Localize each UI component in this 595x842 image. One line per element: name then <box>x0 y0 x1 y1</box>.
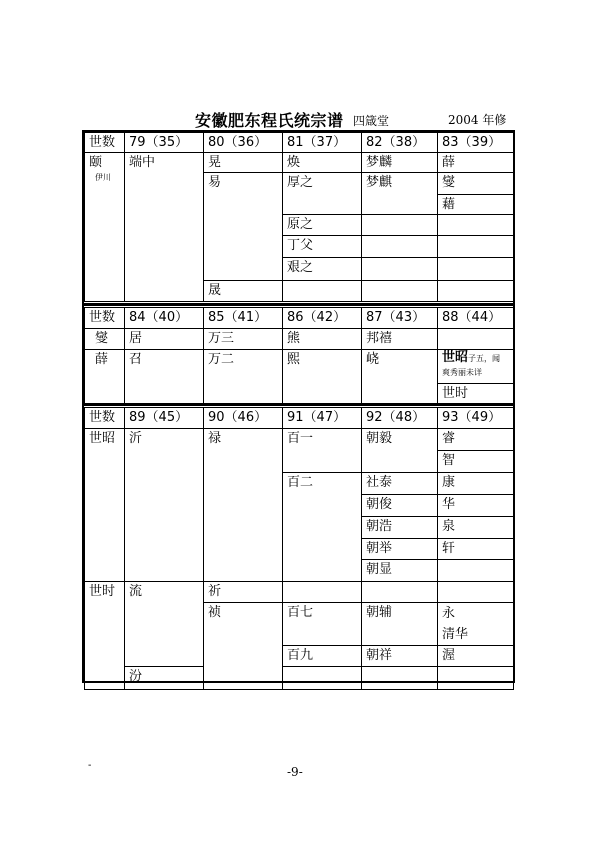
name-cell: 焕 <box>283 153 362 173</box>
name-cell <box>362 215 438 236</box>
header-cell: 93（49） <box>438 408 514 429</box>
name-cell: 朝显 <box>362 560 438 582</box>
name-cell: 轩 <box>438 539 514 560</box>
note-text: 爽秀丽未详 <box>442 368 482 377</box>
header-cell: 87（43） <box>362 308 438 329</box>
generation-table-2 <box>84 307 514 404</box>
header-cell: 88（44） <box>438 308 514 329</box>
name-cell: 薛 <box>438 153 514 173</box>
name-cell: 朝辅 <box>362 603 438 646</box>
name-cell: 祈 <box>204 582 283 603</box>
genealogy-frame <box>82 130 515 683</box>
name-cell <box>362 281 438 302</box>
name-cell <box>438 215 514 236</box>
header-cell: 世数 <box>85 408 125 429</box>
note-text: 子五，闻 <box>468 354 501 363</box>
name-cell: 朝毅 <box>362 429 438 473</box>
name-cell <box>438 560 514 582</box>
name-text: 永 <box>442 606 456 621</box>
name-cell <box>362 667 438 690</box>
name-text: 清华 <box>442 627 469 642</box>
header-cell: 84（40） <box>125 308 204 329</box>
footer-mark: - <box>88 760 92 771</box>
name-cell: 峣 <box>362 350 438 404</box>
header-cell: 90（46） <box>204 408 283 429</box>
table-header-row <box>85 308 514 329</box>
name-cell: 流 <box>125 582 204 667</box>
table-row <box>85 329 514 350</box>
name-cell: 社泰 <box>362 473 438 495</box>
name-cell: 朝浩 <box>362 517 438 539</box>
name-cell: 万二 <box>204 350 283 404</box>
name-cell: 世昭 <box>85 429 125 582</box>
header-cell: 世数 <box>85 308 125 329</box>
name-cell <box>438 236 514 258</box>
name-cell: 厚之 <box>283 173 362 215</box>
name-cell: 原之 <box>283 215 362 236</box>
name-cell: 梦麟 <box>362 153 438 173</box>
name-cell: 颐 <box>89 155 103 170</box>
name-text: 世昭 <box>442 350 469 365</box>
header-cell: 92（48） <box>362 408 438 429</box>
header-cell: 82（38） <box>362 133 438 153</box>
name-cell: 易 <box>204 173 283 281</box>
name-cell: 百九 <box>283 646 362 667</box>
page-header <box>0 106 595 130</box>
name-cell: 梦麒 <box>362 173 438 215</box>
table-header-row <box>85 408 514 429</box>
table-row <box>85 429 514 451</box>
name-cell <box>362 258 438 281</box>
table-row <box>85 153 514 173</box>
name-cell: 百一 <box>283 429 362 473</box>
header-cell: 世数 <box>85 133 125 153</box>
name-cell: 丁父 <box>283 236 362 258</box>
header-cell: 79（35） <box>125 133 204 153</box>
header-cell: 86（42） <box>283 308 362 329</box>
name-cell: 朝举 <box>362 539 438 560</box>
ancestor-cell <box>85 153 125 302</box>
table-row <box>85 350 514 384</box>
name-cell <box>362 582 438 603</box>
generation-table-3 <box>84 407 514 690</box>
name-cell: 朝祥 <box>362 646 438 667</box>
name-cell: 华 <box>438 495 514 517</box>
name-cell <box>283 281 362 302</box>
name-cell: 燮 <box>438 173 514 195</box>
name-cell: 泉 <box>438 517 514 539</box>
name-cell: 艰之 <box>283 258 362 281</box>
header-cell: 80（36） <box>204 133 283 153</box>
table-row <box>85 667 514 690</box>
table-row <box>85 582 514 603</box>
name-cell: 薛 <box>85 350 125 404</box>
name-cell: 晟 <box>204 281 283 302</box>
header-cell: 85（41） <box>204 308 283 329</box>
name-cell: 沂 <box>125 429 204 582</box>
name-cell: 熊 <box>283 329 362 350</box>
name-cell: 智 <box>438 451 514 473</box>
name-cell <box>362 236 438 258</box>
name-cell: 端中 <box>125 153 204 302</box>
name-cell: 百七 <box>283 603 362 646</box>
name-cell: 百二 <box>283 473 362 582</box>
name-cell: 万三 <box>204 329 283 350</box>
name-cell <box>438 281 514 302</box>
name-cell: 睿 <box>438 429 514 451</box>
name-cell: 康 <box>438 473 514 495</box>
section-divider <box>84 403 513 406</box>
header-cell: 81（37） <box>283 133 362 153</box>
header-cell: 89（45） <box>125 408 204 429</box>
name-cell <box>438 329 514 350</box>
name-cell: 祯 <box>204 603 283 690</box>
page-number: -9- <box>287 765 303 779</box>
name-cell: 禄 <box>204 429 283 582</box>
name-cell: 邦禧 <box>362 329 438 350</box>
document-title: 安徽肥东程氏统宗谱 <box>195 111 344 130</box>
name-cell: 藉 <box>438 195 514 215</box>
header-cell: 83（39） <box>438 133 514 153</box>
name-cell <box>438 258 514 281</box>
name-cell <box>438 603 514 646</box>
name-cell: 晃 <box>204 153 283 173</box>
name-cell: 世时 <box>85 582 125 690</box>
name-cell <box>283 582 362 603</box>
name-cell <box>438 667 514 690</box>
table-header-row <box>85 133 514 153</box>
name-cell <box>283 667 362 690</box>
sub-note: 伊川 <box>95 173 111 182</box>
name-cell: 熙 <box>283 350 362 404</box>
revision-year: 2004 年修 <box>448 113 507 127</box>
hall-name: 四箴堂 <box>353 114 390 128</box>
name-cell: 朝俊 <box>362 495 438 517</box>
name-cell: 召 <box>125 350 204 404</box>
name-cell: 渥 <box>438 646 514 667</box>
section-divider <box>84 303 513 306</box>
header-cell: 91（47） <box>283 408 362 429</box>
name-cell: 居 <box>125 329 204 350</box>
name-cell: 世时 <box>438 384 514 404</box>
name-cell <box>438 582 514 603</box>
name-cell: 燮 <box>85 329 125 350</box>
name-cell: 汾 <box>125 667 204 690</box>
generation-table-1 <box>84 132 514 302</box>
name-cell-with-note <box>438 350 514 384</box>
